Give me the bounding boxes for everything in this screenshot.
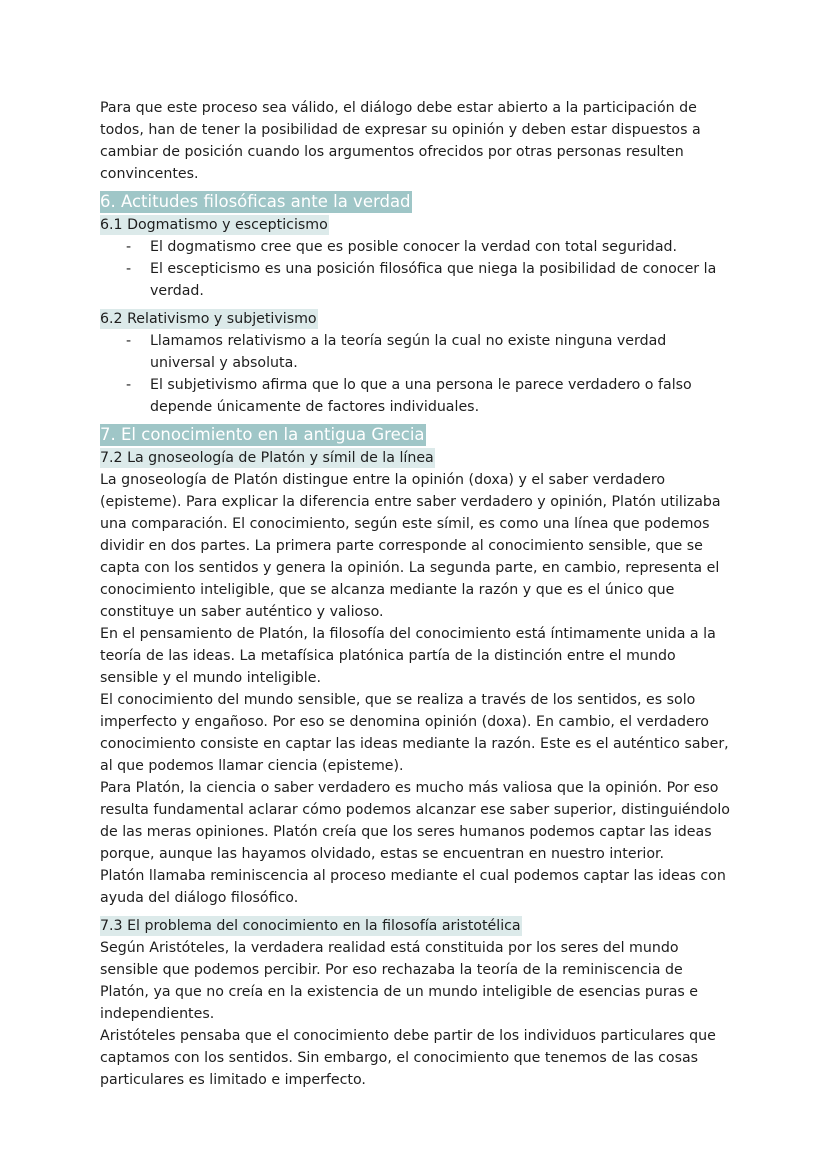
paragraph: Según Aristóteles, la verdadera realidad está constituida por los seres del mundo sensible que podemos percibir. Por eso rechazaba la teoría de la reminiscencia de Platón, ya que no creía en la existencia de un mundo inteligible de esencias puras e independientes.: [100, 940, 699, 1022]
paragraph: Aristóteles pensaba que el conocimiento debe partir de los individuos particulares que captamos con los sentidos. Sin embargo, el conocimiento que tenemos de las cosas particulares es limitado e imperfecto.: [100, 1028, 716, 1088]
section-7: [100, 424, 732, 1091]
list-item: - El subjetivismo afirma que lo que a una persona le parece verdadero o falso depende únicamente de factores individuales.: [150, 374, 732, 418]
subsection-6-2-list: [100, 330, 732, 418]
list-item: - Llamamos relativismo a la teoría según la cual no existe ninguna verdad universal y absoluta.: [150, 330, 732, 374]
subsection-7-2-heading: 7.2 La gnoseología de Platón y símil de la línea: [100, 450, 434, 466]
subsection-6-2: [100, 308, 732, 418]
subsection-6-1: [100, 214, 732, 302]
section-6-heading: 6. Actitudes filosóficas ante la verdad: [100, 192, 411, 211]
list-item: - El escepticismo es una posición filosófica que niega la posibilidad de conocer la verdad.: [150, 258, 732, 302]
subsection-6-1-heading: 6.1 Dogmatismo y escepticismo: [100, 217, 328, 233]
subsection-7-3: [100, 915, 732, 1091]
paragraph: Para Platón, la ciencia o saber verdadero es mucho más valiosa que la opinión. Por eso resulta fundamental aclarar cómo podemos alcanzar ese saber superior, distinguiéndolo de las meras opiniones. Platón creía que los seres humanos podemos captar las ideas porque, aunque las hayamos olvidado, estas se encuentran en nuestro interior.: [100, 780, 730, 862]
subsection-6-2-heading: 6.2 Relativismo y subjetivismo: [100, 311, 317, 327]
list-item: - El dogmatismo cree que es posible conocer la verdad con total seguridad.: [150, 236, 732, 258]
paragraph: La gnoseología de Platón distingue entre la opinión (doxa) y el saber verdadero (episteme). Para explicar la diferencia entre saber verdadero y opinión, Platón utilizaba una comparación. El conocimiento, según este símil, es como una línea que podemos dividir en dos partes. La primera parte corresponde al conocimiento sensible, que se capta con los sentidos y genera la opinión. La segunda parte, en cambio, representa el conocimiento inteligible, que se alcanza mediante la razón y que es el único que constituye un saber auténtico y valioso.: [100, 472, 721, 620]
intro-paragraph: Para que este proceso sea válido, el diálogo debe estar abierto a la participación de todos, han de tener la posibilidad de expresar su opinión y deben estar dispuestos a cambiar de posición cuando los argumentos ofrecidos por otras personas resulten convincentes.: [100, 100, 701, 182]
paragraph: Platón llamaba reminiscencia al proceso mediante el cual podemos captar las ideas con ayuda del diálogo filosófico.: [100, 868, 726, 906]
paragraph: El conocimiento del mundo sensible, que se realiza a través de los sentidos, es solo imperfecto y engañoso. Por eso se denomina opinión (doxa). En cambio, el verdadero conocimiento consiste en captar las ideas mediante la razón. Este es el auténtico saber, al que podemos llamar ciencia (episteme).: [100, 692, 729, 774]
subsection-6-1-list: [100, 236, 732, 302]
subsection-7-3-heading: 7.3 El problema del conocimiento en la filosofía aristotélica: [100, 918, 521, 934]
section-6: [100, 191, 732, 418]
paragraph: En el pensamiento de Platón, la filosofía del conocimiento está íntimamente unida a la teoría de las ideas. La metafísica platónica partía de la distinción entre el mundo sensible y el mundo inteligible.: [100, 626, 716, 686]
subsection-7-2: [100, 447, 732, 909]
section-7-heading: 7. El conocimiento en la antigua Grecia: [100, 425, 425, 444]
